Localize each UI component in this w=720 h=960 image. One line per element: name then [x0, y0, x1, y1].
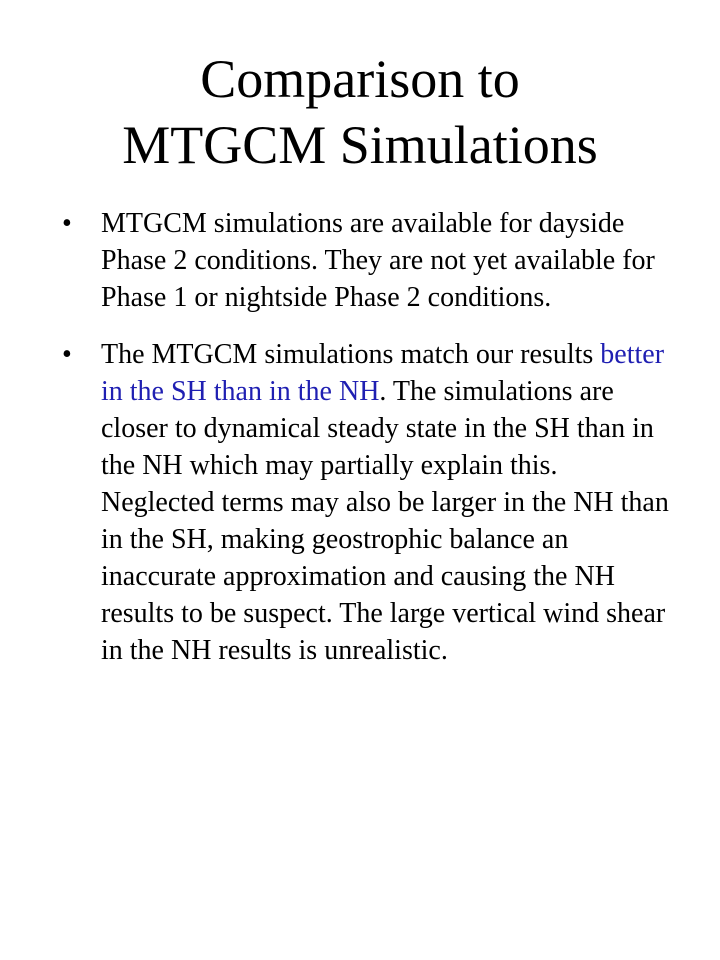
bullet-text-start: The MTGCM simulations match our results	[101, 339, 601, 370]
bullet-marker: •	[62, 339, 72, 370]
slide-title-line-1: Comparison to	[200, 49, 520, 109]
bullet-list	[56, 205, 676, 669]
highlighted-phrase: better in the SH than in the NH	[101, 339, 665, 407]
bullet-text-end: . The simulations are closer to dynamical steady state in the SH than in the NH which may partially explain this. Neglected terms may also be larger in the NH than in the SH, making geostrophic balance an inaccurate approximation and causing the NH results to be suspect. The large vertical wind shear in the NH results is unrealistic.	[101, 376, 669, 666]
slide-title	[0, 46, 720, 178]
bullet-marker: •	[62, 208, 72, 239]
bullet-text: MTGCM simulations are available for dayside Phase 2 conditions. They are not yet available for Phase 1 or nightside Phase 2 conditions.	[101, 208, 655, 313]
bullet-item-availability	[56, 205, 676, 316]
slide-title-line-2: MTGCM Simulations	[122, 115, 598, 175]
bullet-item-comparison	[56, 336, 676, 669]
